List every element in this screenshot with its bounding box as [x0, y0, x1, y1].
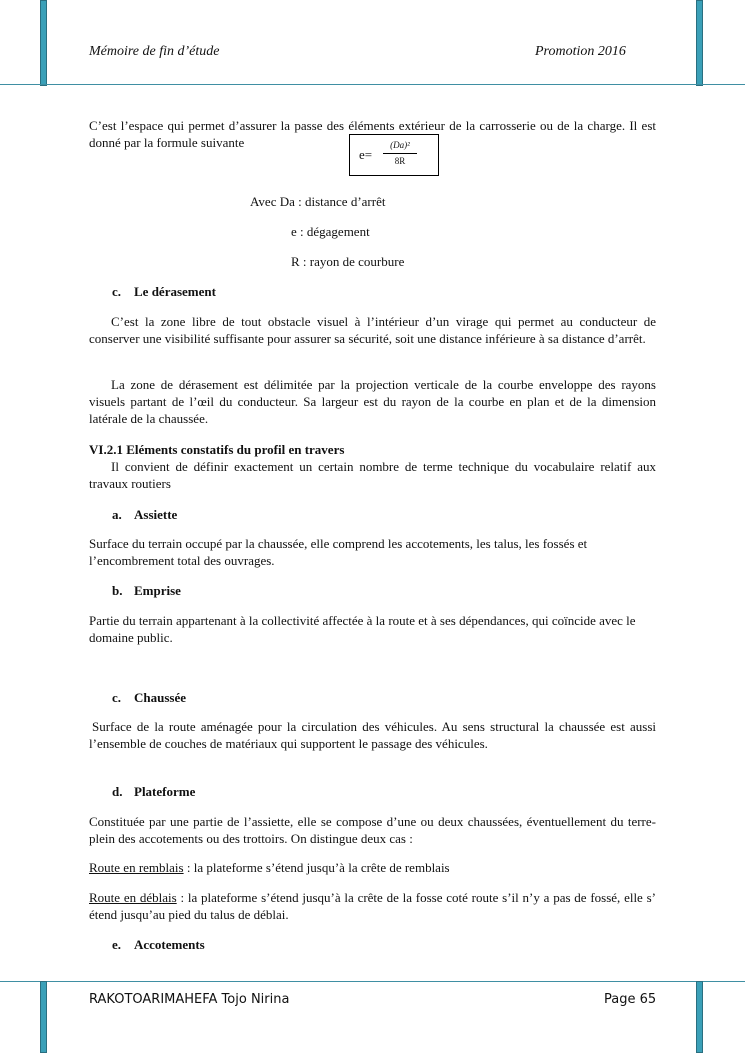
- heading-derasement: [112, 283, 216, 300]
- deblais-term: Route en déblais: [89, 890, 177, 905]
- fraction-bar: [383, 153, 417, 154]
- remblais-term: Route en remblais: [89, 860, 184, 875]
- footer-page-number: Page 65: [604, 992, 657, 1007]
- footer-right-bar: [696, 981, 703, 1053]
- clearance-formula: [349, 134, 439, 176]
- footer-left-bar: [40, 981, 47, 1053]
- heading-plateforme: [112, 783, 195, 800]
- formula-numerator: (Da)²: [390, 140, 410, 150]
- footer-rule: [0, 981, 745, 982]
- derasement-paragraph-2: La zone de dérasement est délimitée par la projection verticale de la courbe enveloppe des rayons visuels partant de l’œil du conducteur. Sa largeur est du rayon de la courbe en plan et de la dimension latérale de la chaussée.: [89, 377, 656, 426]
- header-right-bar: [696, 0, 703, 86]
- deblais-text: : la plateforme s’étend jusqu’à la crête de la fosse coté route s’il n’y a pas de fossé, elle s’ étend jusqu’au pied du talus de déblai.: [89, 890, 656, 922]
- footer-author: RAKOTOARIMAHEFA Tojo Nirina: [89, 992, 290, 1007]
- remblais-text: : la plateforme s’étend jusqu’à la crête de remblais: [183, 860, 450, 875]
- header-left-bar: [40, 0, 47, 86]
- heading-letter: e.: [112, 937, 122, 952]
- deblais-paragraph: [89, 889, 656, 923]
- heading-letter: b.: [112, 583, 123, 598]
- heading-accotements: [112, 936, 205, 953]
- remblais-paragraph: [89, 859, 656, 876]
- heading-letter: c.: [112, 284, 122, 299]
- heading-chaussee: [112, 689, 186, 706]
- chaussee-paragraph: Surface de la route aménagée pour la circulation des véhicules. Au sens structural la chaussée est aussi l’ensemble de couches de matériaux qui supportent le passage des véhicules.: [89, 719, 656, 751]
- header-promotion: Promotion 2016: [535, 44, 626, 59]
- heading-emprise: [112, 582, 181, 599]
- plateforme-paragraph: Constituée par une partie de l’assiette, elle se compose d’une ou deux chaussées, éventuellement du terre-plein des accotements ou des trottoirs. On distingue deux cas :: [89, 814, 656, 846]
- heading-letter: a.: [112, 507, 122, 522]
- heading-letter: c.: [112, 690, 122, 705]
- heading-title: Accotements: [134, 937, 205, 952]
- definition-r: R : rayon de courbure: [291, 254, 405, 269]
- definition-da: Avec Da : distance d’arrêt: [250, 194, 386, 209]
- header-document-title: Mémoire de fin d’étude: [89, 44, 220, 59]
- definition-e: e : dégagement: [291, 224, 370, 239]
- header-rule: [0, 84, 745, 85]
- intro-paragraph: C’est l’espace qui permet d’assurer la passe des éléments extérieur de la carrosserie ou de la charge. Il est donné par la formule suivante: [89, 118, 656, 150]
- heading-title: Emprise: [134, 583, 181, 598]
- heading-title: Chaussée: [134, 690, 187, 705]
- assiette-paragraph: Surface du terrain occupé par la chaussée, elle comprend les accotements, les talus, les fossés et l’encombrement total des ouvrages.: [89, 536, 588, 568]
- section-vi-paragraph: Il convient de définir exactement un certain nombre de terme technique du vocabulaire relatif aux travaux routiers: [89, 459, 656, 491]
- derasement-paragraph-1: C’est la zone libre de tout obstacle visuel à l’intérieur d’un virage qui permet au conducteur de conserver une visibilité suffisante pour assurer sa sécurité, soit une distance inférieure à sa distance d’arrêt.: [89, 314, 656, 346]
- heading-title: Plateforme: [134, 784, 196, 799]
- heading-assiette: [112, 506, 177, 523]
- heading-letter: d.: [112, 784, 123, 799]
- heading-title: Le dérasement: [134, 284, 216, 299]
- formula-denominator: 8R: [394, 156, 406, 166]
- section-heading-vi: VI.2.1 Eléments constatifs du profil en travers: [89, 442, 345, 457]
- emprise-paragraph: Partie du terrain appartenant à la collectivité affectée à la route et à ses dépendances, qui coïncide avec le domaine public.: [89, 613, 636, 645]
- formula-lhs: e=: [359, 147, 373, 162]
- heading-title: Assiette: [134, 507, 178, 522]
